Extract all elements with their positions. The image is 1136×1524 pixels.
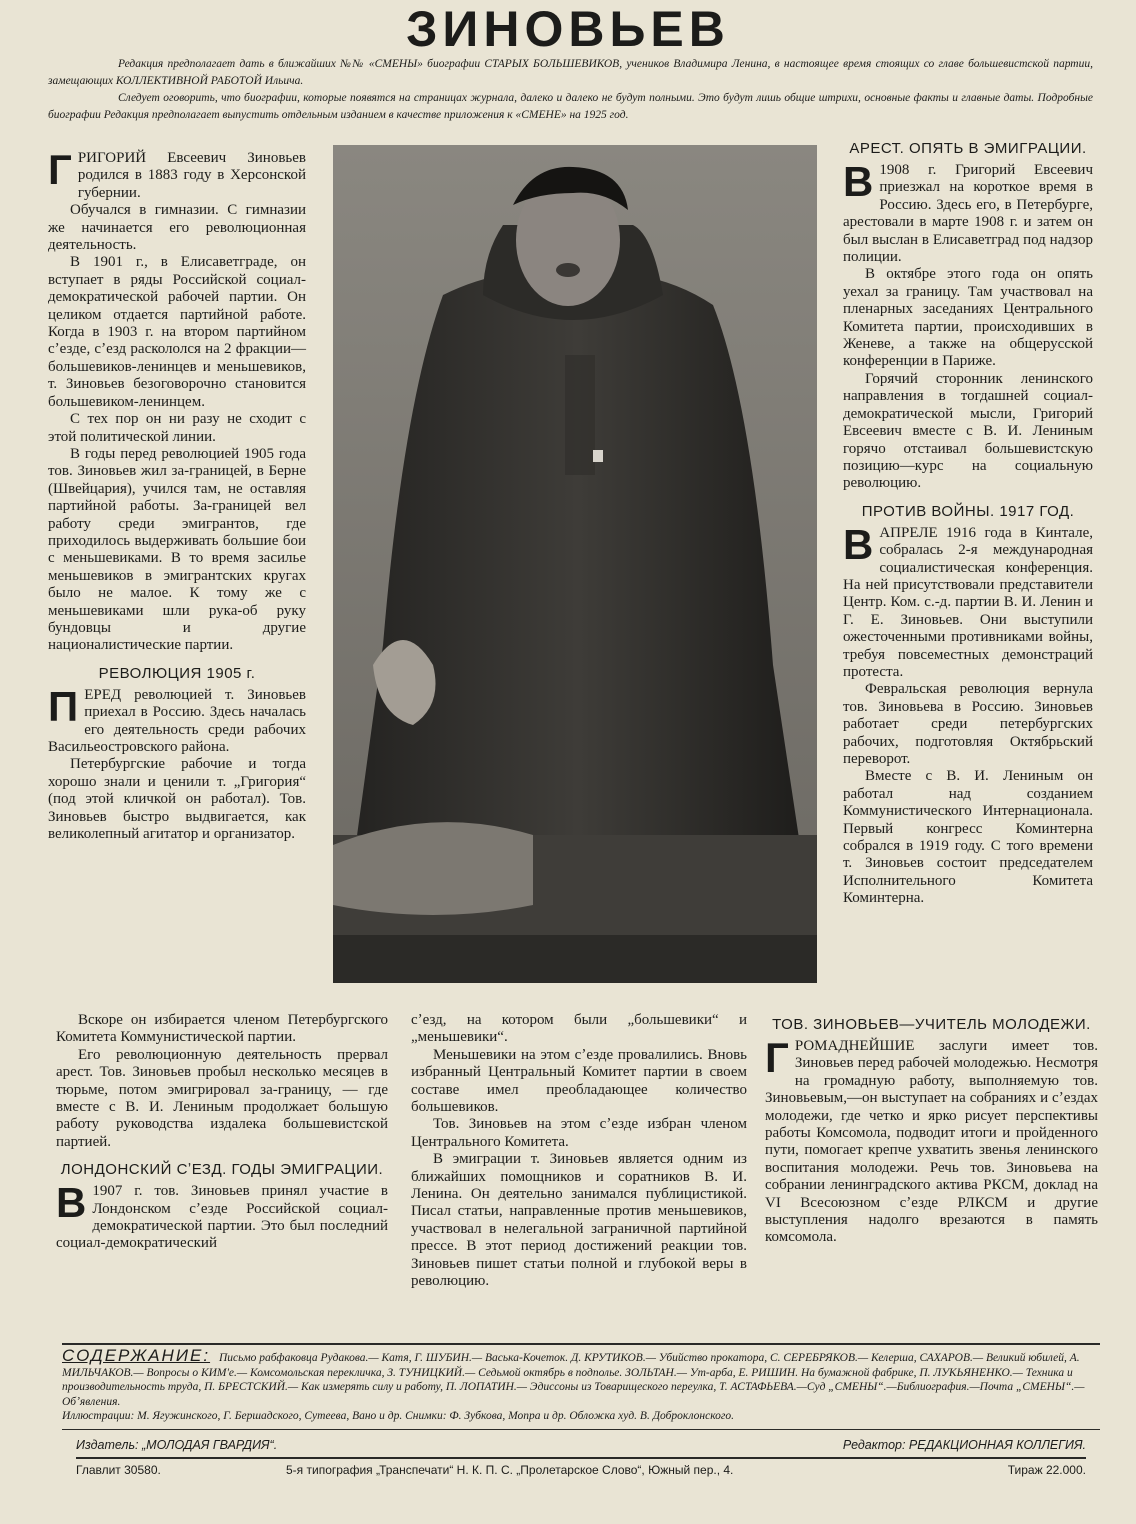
paragraph: В 1901 г., в Елисаветграде, он вступает в ряды Российской социал-демократической рабочей партии. Он целиком отдается партийной работе. Когда в 1903 г. на втором партийном сʼезде, сʼезд раскололся на 2 фракции—большевиков-ленинцев и меньшевиков, т. Зиновьев безоговорочно становится большевиком-ленинцем.	[48, 254, 306, 410]
paragraph: Горячий сторонник ленинского направления в тогдашней социал-демократической мысли, Григорий Евсеевич вместе с В. И. Лениным горячо отстаивал большевистскую позицию—курс на социальную революцию.	[843, 370, 1093, 492]
paragraph: Меньшевики на этом сʼезде провалились. Вновь избранный Центральный Комитет партии в своем составе имел преобладающее количество большевиков.	[411, 1046, 747, 1116]
printer-info: 5-я типография „Транспечати“ Н. К. П. С. „Пролетарское Слово“, Южный пер., 4.	[286, 1463, 734, 1477]
paragraph: Тов. Зиновьев на этом сʼезде избран членом Центрального Комитета.	[411, 1116, 747, 1150]
column-right	[843, 140, 1093, 908]
print-info-row	[76, 1463, 1086, 1477]
paragraph: Петербургские рабочие и тогда хорошо знали и ценили т. „Григория“ (под этой кличкой он работал). Тов. Зиновьев быстро выдвигается, как великолепный агитатор и организатор.	[48, 756, 306, 843]
publisher-row	[76, 1437, 1086, 1459]
paragraph: В 1908 г. Григорий Евсеевич приезжал на короткое время в Россию. Здесь его, в Петербурге, арестовали в марте 1908 г. и затем он был выслан в Елисаветград под надзор полиции.	[843, 158, 1093, 266]
paragraph: Обучался в гимназии. С гимназии же начинается его революционная деятельность.	[48, 202, 306, 254]
paragraph: сʼезд, на котором были „большевики“ и „меньшевики“.	[411, 1012, 747, 1046]
column-left	[48, 146, 306, 843]
paragraph: В эмиграции т. Зиновьев является одним из ближайших помощников и соратников В. И. Ленина. Он деятельно занимался публицистикой. Писал статьи, направленные против меньшевиков, участвовал в нелегальной заграничной партийной прессе. В этот период достижений реакции тов. Зиновьев пишет статьи полной и глубокой веры в революцию.	[411, 1151, 747, 1290]
toc-illustrations: Иллюстрации: М. Ягужинского, Г. Бершадского, Сутеева, Вано и др. Снимки: Ф. Зубкова, Мопра и др. Обложка худ. В. Доброклонского.	[62, 1410, 735, 1423]
table-of-contents	[62, 1343, 1100, 1430]
paragraph: Вскоре он избирается членом Петербургского Комитета Коммунистической партии.	[56, 1012, 388, 1046]
toc-text: Письмо рабфаковца Рудакова.— Катя, Г. ШУБИН.— Васька-Кочеток. Д. КРУТИКОВ.— Убийство прокатора, С. СЕРЕБРЯКОВ.— Келерша, САХАРОВ.— Великий юбилей, А. МИЛЬЧАКОВ.— Вопросы о КИМ'е.— Комсомольская перекличка, З. ТУНИЦКИЙ.— Седьмой октябрь в подполье. ЗОЛЬТАН.— Ут-арба, Е. РИШИН. На бумажной фабрике, П. ЛУКЬЯНЕНКО.— Техника и производительность труда, П. БРЕСТСКИЙ.— Как измерять силу и работу, П. ЛОПАТИН.— Эдиссоны из Товарищеского переулка, Т. АСТАФЬЕВА.—Суд „СМЕНЫ“.—Библиография.—Почта „СМЕНЫ“.—Обʼявления.	[62, 1352, 1085, 1408]
paragraph: ВАПРЕЛЕ 1916 года в Кинтале, собралась 2-я международная социалистическая конференция. На ней присутствовали представители Центр. Ком. с.-д. партии В. И. Ленин и Г. Е. Зиновьев. Они выступили ожесточенными противниками войны, требуя повсеместных демонстраций протеста.	[843, 520, 1093, 680]
glavlit-number: Главлит 30580.	[76, 1463, 161, 1477]
column-left-lower	[56, 1012, 388, 1253]
toc-label: СОДЕРЖАНИЕ:	[62, 1346, 211, 1365]
drop-cap: П	[48, 682, 79, 730]
drop-cap: Г	[48, 146, 72, 193]
publisher: Издатель: „МОЛОДАЯ ГВАРДИЯ“.	[76, 1438, 278, 1452]
portrait-photo	[333, 145, 817, 983]
paragraph: Вместе с В. И. Лениным он работал над созданием Коммунистического Интернационала. Первый конгресс Коминтерна собрался в 1919 году. С того времени т. Зиновьев состоит председателем Исполнительного Комитета Коминтерна.	[843, 768, 1093, 907]
column-middle	[411, 1012, 747, 1291]
paragraph: В октябре этого года он опять уехал за границу. Там участвовал на пленарных заседаниях Центрального Комитета партии, происходивших в Женеве, а также на общерусской конференции в Париже.	[843, 266, 1093, 370]
section-heading: АРЕСТ. ОПЯТЬ В ЭМИГРАЦИИ.	[849, 140, 1087, 157]
editorial-note-p2: Следует оговорить, что биографии, которые появятся на страницах журнала, далеко и далеко не будут полными. Это будут лишь общие штрихи, основные факты и главные даты. Подробные биографии Редакция предполагает выпустить отдельным изданием в качестве приложения к «СМЕНЕ» на 1925 год.	[48, 92, 1093, 121]
paragraph: Его революционную деятельность прервал арест. Тов. Зиновьев пробыл несколько месяцев в тюрьме, потом эмигрировал за-границу, — где вместе с В. И. Лениным продолжает большую работу руководства издалека большевистской партией.	[56, 1046, 388, 1150]
section-heading: ПРОТИВ ВОЙНЫ. 1917 ГОД.	[861, 502, 1075, 520]
article-title: ЗИНОВЬЕВ	[406, 1, 730, 57]
paragraph: В годы перед революцией 1905 года тов. Зиновьев жил за-границей, в Берне (Швейцария), учился там, не оставляя партийной работы. За-границей вел работу среди эмигрантов, где приходилось выдерживать большие бои с меньшевиками. В то время засилье меньшевиков в эмигрантских кругах было не малое. К тому же с меньшевиками шли рука-об руку бундовцы и другие националистические партии.	[48, 445, 306, 654]
section-heading: ТОВ. ЗИНОВЬЕВ—УЧИТЕЛЬ МОЛОДЕЖИ.	[772, 1016, 1091, 1033]
drop-cap: Г	[765, 1034, 789, 1081]
column-right-lower	[765, 1016, 1098, 1247]
drop-cap: В	[843, 158, 874, 205]
drop-cap: В	[843, 520, 874, 568]
paragraph: С тех пор он ни разу не сходит с этой политической линии.	[48, 411, 306, 445]
paragraph: В 1907 г. тов. Зиновьев принял участие в Лондонском сʼезде Российской социал-демократической партии. Это был последний социал-демократический	[56, 1179, 388, 1252]
paragraph: ГРИГОРИЙ Евсеевич Зиновьев родился в 1883 году в Херсонской губернии.	[48, 146, 306, 201]
editor: Редактор: РЕДАКЦИОННАЯ КОЛЛЕГИЯ.	[842, 1438, 1086, 1452]
editorial-note-p1: Редакция предполагает дать в ближайших №№ «СМЕНЫ» биографии СТАРЫХ БОЛЬШЕВИКОВ, учеников Владимира Ленина, в настоящее время стоящих со главе большевистской партии, замещающих КОЛЛЕКТИВНОЙ РАБОТОЙ Ильича.	[48, 58, 1093, 87]
section-heading: РЕВОЛЮЦИЯ 1905 г.	[98, 664, 256, 682]
print-run: Тираж 22.000.	[1007, 1463, 1086, 1477]
paragraph: Февральская революция вернула тов. Зиновьева в Россию. Зиновьев работает среди петербургских рабочих, подготовляя Октябрьский переворот.	[843, 681, 1093, 767]
paragraph: ПЕРЕД революцией т. Зиновьев приехал в Россию. Здесь началась его деятельность среди рабочих Васильеостровского района.	[48, 682, 306, 755]
drop-cap: В	[56, 1179, 87, 1227]
editorial-note	[48, 56, 1093, 124]
paragraph: ГРОМАДНЕЙШИЕ заслуги имеет тов. Зиновьев перед рабочей молодежью. Несмотря на громадную работу, выполняемую тов. Зиновьевым,—он выступает на собраниях и сʼездах молодежи, где четко и ярко рисует перспективы работы Комсомола, подводит итоги и пройденного пути, помогает крепче ухватить звенья ленинского воспитания молодежи. Речь тов. Зиновьева на собрании ленинградского актива РКСМ, доклад на VI Всесоюзном сʼезде РЛКСМ и другие выступления надолго врезаются в память комсомола.	[765, 1034, 1098, 1246]
section-heading: ЛОНДОНСКИЙ СʼЕЗД. ГОДЫ ЭМИГРАЦИИ.	[60, 1161, 384, 1179]
